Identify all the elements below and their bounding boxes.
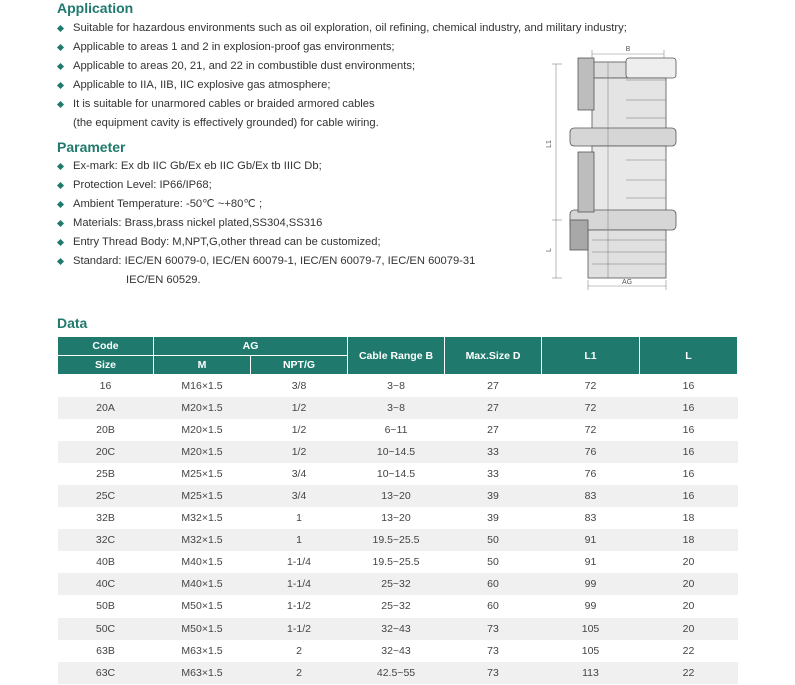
table-cell: 39 bbox=[445, 485, 542, 507]
diamond-bullet-icon bbox=[57, 220, 64, 227]
header-max-size: Max.Size D bbox=[445, 337, 542, 375]
table-cell: 3~8 bbox=[348, 375, 445, 397]
table-cell: 91 bbox=[542, 529, 640, 551]
table-cell: 73 bbox=[445, 618, 542, 640]
diamond-bullet-icon bbox=[57, 258, 64, 265]
table-cell: 50B bbox=[58, 595, 154, 617]
table-cell: 99 bbox=[542, 573, 640, 595]
table-row bbox=[58, 463, 738, 485]
table-cell: 91 bbox=[542, 551, 640, 573]
table-cell: 32B bbox=[58, 507, 154, 529]
table-cell: 16 bbox=[640, 441, 738, 463]
header-l1: L1 bbox=[542, 337, 640, 375]
table-row bbox=[58, 640, 738, 662]
table-cell: 63C bbox=[58, 662, 154, 684]
table-row bbox=[58, 573, 738, 595]
table-cell: 20 bbox=[640, 595, 738, 617]
diamond-bullet-icon bbox=[57, 201, 64, 208]
list-item: Entry Thread Body: M,NPT,G,other thread can be customized; bbox=[57, 233, 475, 252]
table-cell: 10~14.5 bbox=[348, 441, 445, 463]
table-cell: M32×1.5 bbox=[154, 507, 251, 529]
table-row bbox=[58, 507, 738, 529]
table-cell: 22 bbox=[640, 662, 738, 684]
diamond-bullet-icon bbox=[57, 82, 64, 89]
table-cell: M25×1.5 bbox=[154, 485, 251, 507]
table-cell: 20C bbox=[58, 441, 154, 463]
table-cell: 18 bbox=[640, 529, 738, 551]
list-item: Protection Level: IP66/IP68; bbox=[57, 176, 475, 195]
table-cell: M50×1.5 bbox=[154, 618, 251, 640]
table-cell: 20 bbox=[640, 573, 738, 595]
table-cell: 83 bbox=[542, 485, 640, 507]
table-cell: 50 bbox=[445, 529, 542, 551]
diamond-bullet-icon bbox=[57, 182, 64, 189]
table-cell: 72 bbox=[542, 375, 640, 397]
diamond-bullet-icon bbox=[57, 44, 64, 51]
table-row bbox=[58, 441, 738, 463]
list-item-continuation: (the equipment cavity is effectively grounded) for cable wiring. bbox=[73, 117, 379, 129]
table-cell: M20×1.5 bbox=[154, 397, 251, 419]
list-item: Suitable for hazardous environments such as oil exploration, oil refining, chemical industry, and military industry; bbox=[57, 19, 627, 38]
table-cell: 1-1/2 bbox=[251, 595, 348, 617]
header-npt: NPT/G bbox=[251, 356, 348, 375]
table-cell: 16 bbox=[640, 375, 738, 397]
table-cell: 60 bbox=[445, 573, 542, 595]
table-cell: 25~32 bbox=[348, 573, 445, 595]
table-cell: 1/2 bbox=[251, 441, 348, 463]
table-cell: 105 bbox=[542, 640, 640, 662]
table-cell: 3/4 bbox=[251, 485, 348, 507]
list-item: It is suitable for unarmored cables or braided armored cables bbox=[57, 95, 627, 114]
header-l: L bbox=[640, 337, 738, 375]
table-cell: 2 bbox=[251, 662, 348, 684]
application-heading: Application bbox=[57, 0, 134, 16]
diagram-label-ag: AG bbox=[621, 279, 633, 286]
table-cell: M50×1.5 bbox=[154, 595, 251, 617]
header-code: Code bbox=[58, 337, 154, 356]
cable-gland-diagram bbox=[548, 40, 678, 295]
list-item-continuation: IEC/EN 60529. bbox=[126, 274, 201, 286]
table-cell: 27 bbox=[445, 375, 542, 397]
table-cell: 13~20 bbox=[348, 507, 445, 529]
table-cell: 25B bbox=[58, 463, 154, 485]
table-cell: 1-1/2 bbox=[251, 618, 348, 640]
table-row bbox=[58, 529, 738, 551]
data-table bbox=[57, 336, 738, 684]
table-cell: 1 bbox=[251, 529, 348, 551]
table-cell: 73 bbox=[445, 640, 542, 662]
table-row bbox=[58, 485, 738, 507]
table-cell: 3/8 bbox=[251, 375, 348, 397]
table-cell: 76 bbox=[542, 463, 640, 485]
table-cell: 33 bbox=[445, 441, 542, 463]
table-cell: 72 bbox=[542, 419, 640, 441]
table-cell: 16 bbox=[58, 375, 154, 397]
table-cell: 83 bbox=[542, 507, 640, 529]
list-item: Ambient Temperature: -50℃ ~+80℃ ; bbox=[57, 195, 475, 214]
table-cell: 3/4 bbox=[251, 463, 348, 485]
table-cell: 16 bbox=[640, 397, 738, 419]
data-table-body bbox=[58, 375, 738, 684]
table-cell: 42.5~55 bbox=[348, 662, 445, 684]
table-cell: 99 bbox=[542, 595, 640, 617]
table-row bbox=[58, 595, 738, 617]
header-m: M bbox=[154, 356, 251, 375]
diagram-label-l: L bbox=[546, 248, 553, 252]
table-cell: M40×1.5 bbox=[154, 551, 251, 573]
parameter-heading: Parameter bbox=[57, 139, 126, 155]
table-cell: 18 bbox=[640, 507, 738, 529]
table-cell: 20 bbox=[640, 618, 738, 640]
table-cell: 1 bbox=[251, 507, 348, 529]
table-cell: 19.5~25.5 bbox=[348, 551, 445, 573]
table-cell: M25×1.5 bbox=[154, 463, 251, 485]
list-item: Applicable to areas 20, 21, and 22 in combustible dust environments; bbox=[57, 57, 627, 76]
diamond-bullet-icon bbox=[57, 101, 64, 108]
list-item: Ex-mark: Ex db IIC Gb/Ex eb IIC Gb/Ex tb IIIC Db; bbox=[57, 157, 475, 176]
table-cell: 2 bbox=[251, 640, 348, 662]
table-cell: 16 bbox=[640, 463, 738, 485]
table-row bbox=[58, 419, 738, 441]
table-cell: 60 bbox=[445, 595, 542, 617]
table-cell: 6~11 bbox=[348, 419, 445, 441]
header-ag: AG bbox=[154, 337, 348, 356]
table-cell: 20 bbox=[640, 551, 738, 573]
table-cell: 16 bbox=[640, 419, 738, 441]
table-cell: 20B bbox=[58, 419, 154, 441]
table-cell: 50C bbox=[58, 618, 154, 640]
data-heading: Data bbox=[57, 315, 88, 331]
table-cell: 63B bbox=[58, 640, 154, 662]
table-cell: 20A bbox=[58, 397, 154, 419]
table-cell: 40B bbox=[58, 551, 154, 573]
table-cell: 76 bbox=[542, 441, 640, 463]
table-cell: M63×1.5 bbox=[154, 640, 251, 662]
table-cell: M32×1.5 bbox=[154, 529, 251, 551]
table-row bbox=[58, 375, 738, 397]
table-cell: 105 bbox=[542, 618, 640, 640]
table-cell: 32C bbox=[58, 529, 154, 551]
table-cell: 1-1/4 bbox=[251, 551, 348, 573]
list-item: Applicable to areas 1 and 2 in explosion-proof gas environments; bbox=[57, 38, 627, 57]
list-item: Materials: Brass,brass nickel plated,SS304,SS316 bbox=[57, 214, 475, 233]
table-cell: 32~43 bbox=[348, 618, 445, 640]
table-cell: M20×1.5 bbox=[154, 419, 251, 441]
table-cell: 1/2 bbox=[251, 397, 348, 419]
table-cell: 22 bbox=[640, 640, 738, 662]
table-cell: 40C bbox=[58, 573, 154, 595]
table-row bbox=[58, 551, 738, 573]
table-cell: 10~14.5 bbox=[348, 463, 445, 485]
diamond-bullet-icon bbox=[57, 163, 64, 170]
table-cell: 19.5~25.5 bbox=[348, 529, 445, 551]
table-cell: 16 bbox=[640, 485, 738, 507]
table-cell: M40×1.5 bbox=[154, 573, 251, 595]
table-row bbox=[58, 397, 738, 419]
table-cell: 25~32 bbox=[348, 595, 445, 617]
table-cell: 3~8 bbox=[348, 397, 445, 419]
diamond-bullet-icon bbox=[57, 63, 64, 70]
table-cell: 72 bbox=[542, 397, 640, 419]
table-cell: 113 bbox=[542, 662, 640, 684]
table-cell: M63×1.5 bbox=[154, 662, 251, 684]
table-cell: M16×1.5 bbox=[154, 375, 251, 397]
table-cell: 1-1/4 bbox=[251, 573, 348, 595]
diamond-bullet-icon bbox=[57, 239, 64, 246]
table-cell: 25C bbox=[58, 485, 154, 507]
list-item: Standard: IEC/EN 60079-0, IEC/EN 60079-1, IEC/EN 60079-7, IEC/EN 60079-31 bbox=[57, 252, 475, 271]
table-cell: 13~20 bbox=[348, 485, 445, 507]
table-row bbox=[58, 662, 738, 684]
table-cell: 1/2 bbox=[251, 419, 348, 441]
diagram-label-b: B bbox=[625, 46, 631, 53]
table-cell: 33 bbox=[445, 463, 542, 485]
diagram-label-l1: L1 bbox=[546, 140, 553, 148]
table-cell: 27 bbox=[445, 397, 542, 419]
table-cell: 73 bbox=[445, 662, 542, 684]
header-size: Size bbox=[58, 356, 154, 375]
table-cell: 50 bbox=[445, 551, 542, 573]
table-cell: 27 bbox=[445, 419, 542, 441]
diamond-bullet-icon bbox=[57, 25, 64, 32]
table-cell: 39 bbox=[445, 507, 542, 529]
parameter-list bbox=[57, 157, 475, 290]
table-cell: M20×1.5 bbox=[154, 441, 251, 463]
table-cell: 32~43 bbox=[348, 640, 445, 662]
header-cable-range: Cable Range B bbox=[348, 337, 445, 375]
list-item: Applicable to IIA, IIB, IIC explosive gas atmosphere; bbox=[57, 76, 627, 95]
table-row bbox=[58, 618, 738, 640]
application-list bbox=[57, 19, 627, 133]
